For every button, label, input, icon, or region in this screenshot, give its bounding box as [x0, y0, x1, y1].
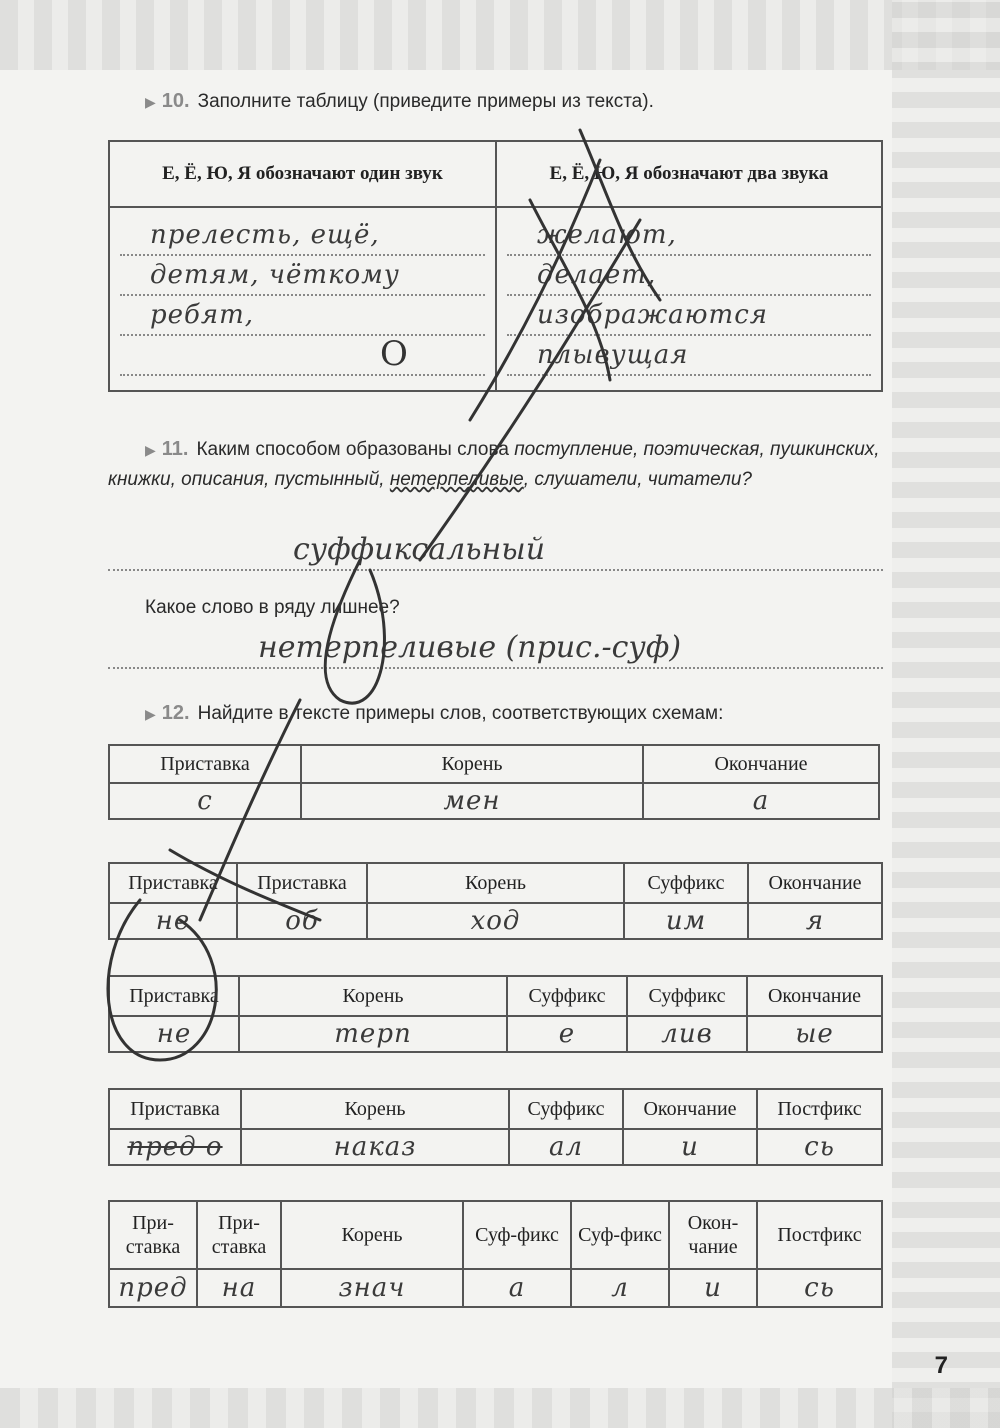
header-cell: Суффикс	[627, 976, 747, 1016]
answer-cell: л	[611, 1273, 629, 1303]
answer-cell: я	[805, 906, 825, 936]
header-cell: Приставка	[109, 976, 239, 1016]
header-cell: Приставка	[237, 863, 367, 903]
answer-cell: ход	[470, 906, 521, 936]
answer-cell: не	[156, 1019, 192, 1049]
handwritten-answer: нетерпеливые (прис.-суф)	[258, 630, 682, 665]
header-cell: Приставка	[109, 863, 237, 903]
task-number: 11.	[161, 438, 189, 460]
header-cell: Суф-фикс	[571, 1201, 669, 1269]
answer-cell: знач	[338, 1273, 406, 1303]
header-cell: Корень	[301, 745, 643, 783]
answer-line: ребят,	[150, 300, 255, 330]
answer-cell: а	[752, 786, 770, 816]
answer-cell: лив	[661, 1019, 713, 1049]
header-cell: Суффикс	[624, 863, 748, 903]
task-arrow-icon: ▶	[145, 442, 156, 458]
answer-cell: и	[681, 1132, 699, 1162]
overlay-stroke	[325, 560, 384, 703]
header-cell: Постфикс	[757, 1201, 882, 1269]
overlay-letter: О	[380, 334, 408, 374]
task-number: 10.	[161, 90, 190, 112]
answer-cell: на	[221, 1273, 257, 1303]
overlay-stroke	[200, 700, 300, 920]
header-cell: При-ставка	[109, 1201, 197, 1269]
answer-line: делает,	[537, 260, 657, 290]
task-arrow-icon: ▶	[145, 706, 156, 722]
header-cell: Корень	[239, 976, 507, 1016]
header-cell: Корень	[281, 1201, 463, 1269]
answer-cell: об	[285, 906, 319, 936]
task-text: Найдите в тексте примеры слов, соответствующих схемам:	[197, 703, 724, 724]
task-text: Каким способом образованы слова	[196, 439, 509, 460]
answer-line: изображаются	[537, 300, 768, 330]
word-list-end: , слушатели, читатели?	[523, 469, 752, 490]
handwritten-answer: суффиксальный	[293, 532, 546, 567]
task-text: Заполните таблицу (приведите примеры из текста).	[197, 91, 654, 112]
header-cell: Суффикс	[509, 1089, 623, 1129]
answer-cell: сь	[804, 1132, 835, 1162]
header-cell: Корень	[367, 863, 624, 903]
answer-cell: сь	[804, 1273, 835, 1303]
answer-cell: а	[508, 1273, 526, 1303]
answer-line: прелесть, ещё,	[150, 220, 380, 250]
underlined-word: нетерпеливые	[389, 469, 524, 490]
answer-line: детям, чёткому	[150, 260, 400, 290]
overlay-stroke	[108, 900, 216, 1060]
task-number: 12.	[161, 702, 190, 724]
header-cell: Суффикс	[507, 976, 627, 1016]
answer-cell: пред о	[127, 1132, 223, 1162]
header-cell: Окончание	[747, 976, 882, 1016]
col1-header: Е, Ё, Ю, Я обозначают один звук	[109, 141, 496, 207]
header-cell: Суф-фикс	[463, 1201, 571, 1269]
header-cell: Окончание	[748, 863, 882, 903]
task-arrow-icon: ▶	[145, 94, 156, 110]
col2-header: Е, Ё, Ю, Я обозначают два звука	[496, 141, 882, 207]
overlay-stroke	[420, 220, 640, 560]
overlay-stroke	[170, 850, 320, 920]
answer-cell: наказ	[333, 1132, 417, 1162]
question-extra-word: Какое слово в ряду лишнее?	[145, 597, 400, 618]
answer-cell: ые	[795, 1019, 834, 1049]
header-cell: Окончание	[623, 1089, 757, 1129]
answer-line: желают,	[537, 220, 677, 250]
page-number: 7	[934, 1352, 948, 1379]
answer-cell: пред	[118, 1273, 188, 1303]
header-cell: Корень	[241, 1089, 509, 1129]
header-cell: При-ставка	[197, 1201, 281, 1269]
answer-cell: е	[558, 1019, 576, 1049]
answer-cell: ал	[548, 1132, 584, 1162]
header-cell: Приставка	[109, 745, 301, 783]
overlay-stroke	[470, 160, 600, 420]
answer-cell: терп	[334, 1019, 412, 1049]
answer-cell: с	[197, 786, 213, 816]
overlay-stroke	[580, 130, 660, 300]
header-cell: Приставка	[109, 1089, 241, 1129]
answer-cell: мен	[443, 786, 501, 816]
header-cell: Окончание	[643, 745, 879, 783]
answer-cell: и	[704, 1273, 722, 1303]
answer-line: плывущая	[537, 340, 689, 370]
word-list: поступление, поэтическая, пушкинских, книжки, описания, пустынный,	[108, 439, 880, 490]
answer-cell: не	[155, 906, 191, 936]
header-cell: Постфикс	[757, 1089, 882, 1129]
header-cell: Окон-чание	[669, 1201, 757, 1269]
answer-cell: им	[665, 906, 707, 936]
